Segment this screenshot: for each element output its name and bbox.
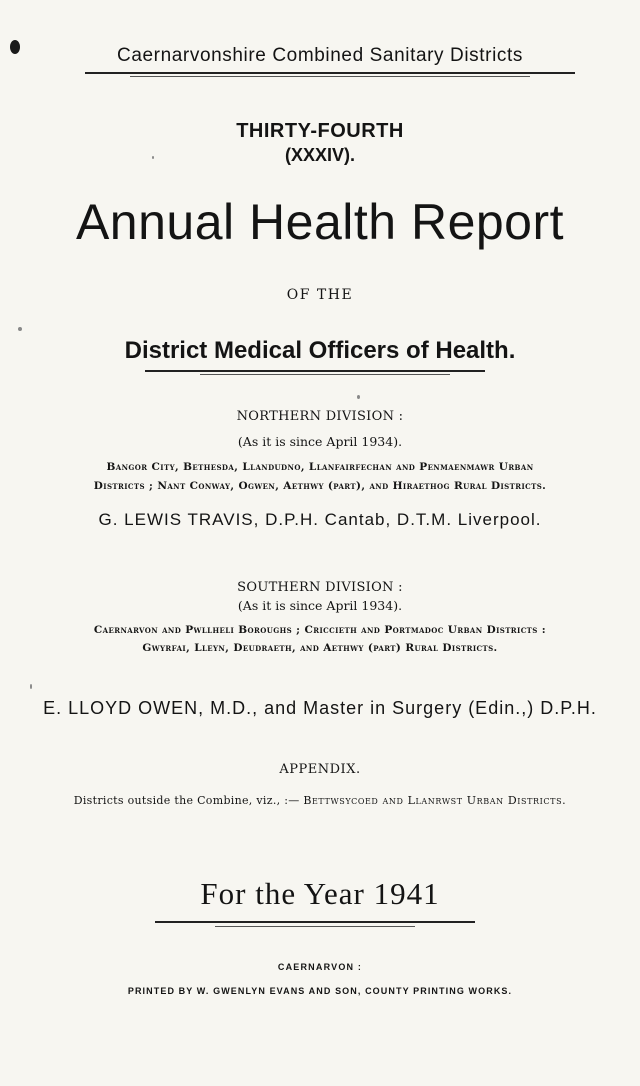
southern-districts-line-2: Gwyrfai, Lleyn, Deudraeth, and Aethwy (part) Rural Districts. — [142, 642, 498, 654]
northern-medical-officer: G. LEWIS TRAVIS, D.P.H. Cantab, D.T.M. Liverpool. — [98, 510, 542, 529]
report-title: Annual Health Report — [75, 194, 565, 250]
paper-speck — [18, 327, 22, 331]
year-rule — [155, 921, 475, 923]
southern-districts-line-1: Caernarvon and Pwllheli Boroughs ; Criccieth and Portmadoc Urban Districts : — [93, 624, 547, 636]
appendix-line-districts: Bettwsycoed and Llanrwst Urban Districts. — [303, 794, 567, 807]
southern-division-since: (As it is since April 1934). — [237, 598, 403, 613]
header-rule-thin — [130, 76, 530, 77]
report-year: For the Year 1941 — [200, 876, 440, 911]
report-number-roman: (XXXIV). — [284, 145, 355, 165]
imprint-printer: PRINTED BY W. GWENLYN EVANS AND SON, COUNTY PRINTING WORKS. — [127, 986, 513, 996]
report-number: THIRTY-FOURTH — [236, 120, 404, 142]
header-rule — [85, 72, 575, 74]
year-rule-thin — [215, 926, 415, 927]
paper-speck — [357, 395, 360, 399]
northern-division-heading: NORTHERN DIVISION : — [236, 409, 404, 424]
imprint-place: CAERNARVON : — [277, 962, 363, 972]
southern-medical-officer: E. LLOYD OWEN, M.D., and Master in Surgery (Edin.,) D.P.H. — [43, 698, 597, 718]
appendix-line — [0, 794, 640, 807]
northern-districts-line-1: Bangor City, Bethesda, Llandudno, Llanfairfechan and Penmaenmawr Urban — [106, 461, 534, 473]
subtitle-rule — [145, 370, 485, 372]
of-the-label: OF THE — [286, 287, 354, 303]
report-subtitle: District Medical Officers of Health. — [124, 337, 516, 364]
paper-speck — [152, 156, 154, 159]
southern-division-heading: SOUTHERN DIVISION : — [237, 580, 403, 595]
northern-division-since: (As it is since April 1934). — [237, 434, 403, 449]
subtitle-rule-thin — [200, 374, 450, 375]
paper-speck — [30, 684, 32, 689]
northern-districts-line-2: Districts ; Nant Conway, Ogwen, Aethwy (part), and Hiraethog Rural Districts. — [93, 480, 547, 492]
appendix-line-prefix: Districts outside the Combine, viz., :— — [73, 794, 304, 807]
page-header: Caernarvonshire Combined Sanitary Districts — [117, 45, 523, 66]
appendix-heading: APPENDIX. — [279, 762, 361, 777]
